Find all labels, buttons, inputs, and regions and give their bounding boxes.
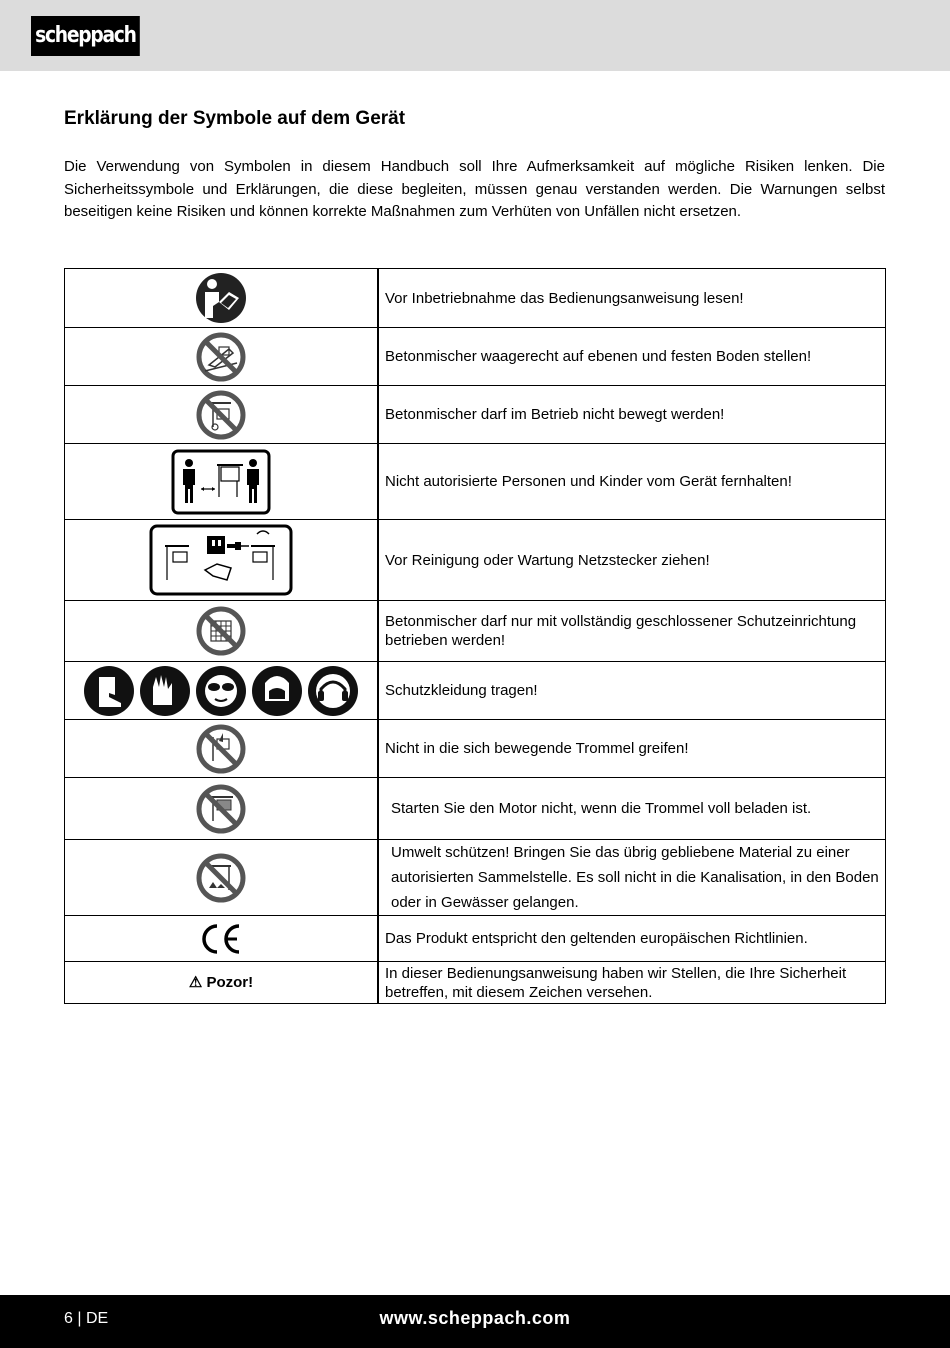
description-cell: Vor Inbetriebnahme das Bedienungsanweisung lesen! [378,269,886,328]
table-row [65,269,886,328]
symbol-cell [65,444,379,520]
description-cell: Vor Reinigung oder Wartung Netzstecker ziehen! [378,520,886,601]
table-row [65,916,886,962]
page-number: 6 | DE [64,1310,109,1327]
symbol-cell [65,962,379,1004]
description-cell: Betonmischer darf nur mit vollständig geschlossener Schutzeinrichtung betrieben werden! [378,601,886,662]
description-cell: Das Produkt entspricht den geltenden europäischen Richtlinien. [378,916,886,962]
description-cell: Betonmischer waagerecht auf ebenen und festen Boden stellen! [378,328,886,386]
description-cell: Nicht autorisierte Personen und Kinder vom Gerät fernhalten! [378,444,886,520]
ear-protection-icon [308,666,358,716]
environment-icon [195,852,247,904]
gloves-icon [140,666,190,716]
page-footer [0,1295,950,1348]
read-manual-icon [195,272,247,324]
description-cell: Schutzkleidung tragen! [378,662,886,720]
description-cell: Starten Sie den Motor nicht, wenn die Trommel voll beladen ist. [378,778,886,840]
table-row [65,662,886,720]
unplug-before-maintenance-icon [149,524,293,596]
table-row [65,778,886,840]
symbol-cell [65,269,379,328]
warning-label: ⚠ Pozor! [188,974,254,991]
symbol-cell [65,916,379,962]
symbol-cell [65,520,379,601]
guard-closed-icon [195,605,247,657]
no-move-icon [195,389,247,441]
table-row [65,328,886,386]
no-start-loaded-icon [195,783,247,835]
description-cell: Nicht in die sich bewegende Trommel greifen! [378,720,886,778]
symbol-cell [65,328,379,386]
protective-clothing-icons [83,665,359,717]
symbol-cell [65,662,379,720]
intro-paragraph: Die Verwendung von Symbolen in diesem Handbuch soll Ihre Aufmerksamkeit auf mögliche Risiken lenken. Die Sicherheitssymbole und Erklärungen, die diese begleiten, müssen genau verstanden werden. Die Warnungen selbst beseitigen keine Risiken und können korrekte Maßnahmen zum Verhüten von Unfällen nicht ersetzen. [64,158,885,220]
symbol-cell [65,601,379,662]
page-title: Erklärung der Symbole auf dem Gerät [64,108,406,129]
safety-boots-icon [84,666,134,716]
description-cell: Umwelt schützen! Bringen Sie das übrig gebliebene Material zu einer autorisierten Sammelstelle. Es soll nicht in die Kanalisation, in den Boden oder in Gewässer gelangen. [378,840,886,916]
safety-goggles-icon [196,666,246,716]
table-row [65,962,886,1004]
keep-distance-icon [171,449,271,515]
scheppach-logo: scheppach [31,16,140,56]
table-row [65,601,886,662]
description-cell: In dieser Bedienungsanweisung haben wir Stellen, die Ihre Sicherheit betreffen, mit diesem Zeichen versehen. [378,962,886,1004]
symbol-cell [65,840,379,916]
dust-mask-icon [252,666,302,716]
page-header [0,0,950,71]
no-reach-in-drum-icon [195,723,247,775]
table-row [65,444,886,520]
footer-url[interactable]: www.scheppach.com [379,1308,571,1328]
description-cell: Betonmischer darf im Betrieb nicht bewegt werden! [378,386,886,444]
table-row [65,520,886,601]
no-slope-icon [195,331,247,383]
symbol-table [64,268,886,1004]
table-row [65,840,886,916]
ce-mark-icon [199,923,243,955]
symbol-cell [65,720,379,778]
table-row [65,720,886,778]
symbol-cell [65,778,379,840]
symbol-cell [65,386,379,444]
table-row [65,386,886,444]
